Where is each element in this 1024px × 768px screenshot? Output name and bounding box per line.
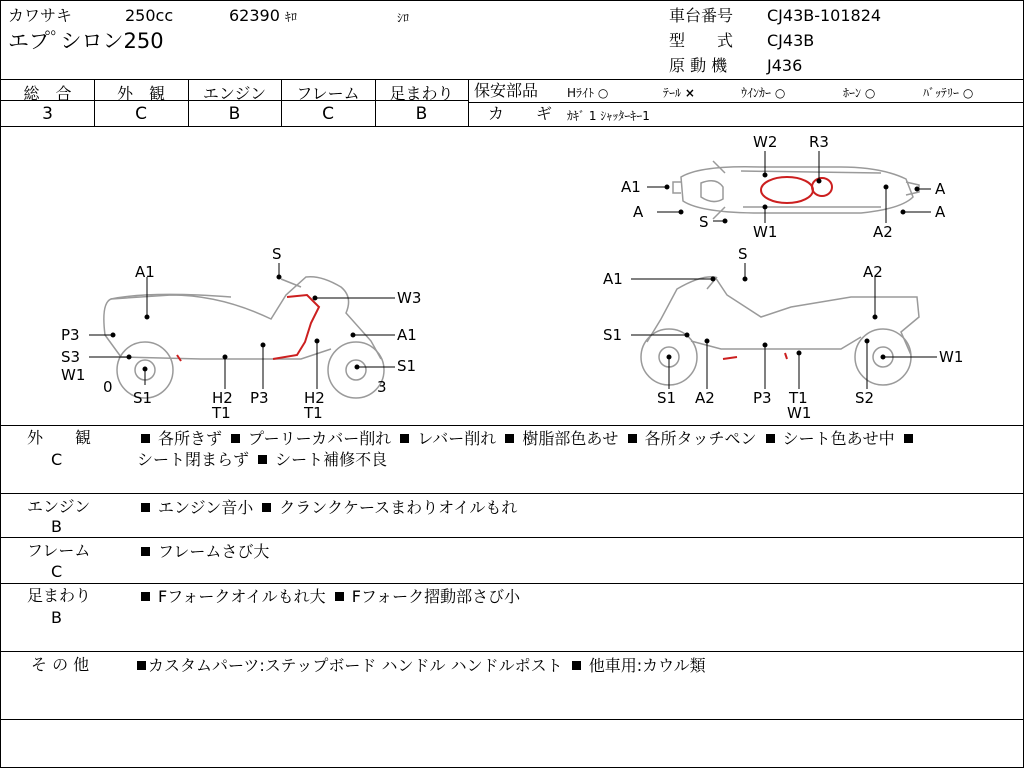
model-label: 型 式 xyxy=(669,31,734,50)
label-a1: A1 xyxy=(135,263,155,281)
chassis-label: 車台番号 xyxy=(669,6,734,25)
label-s: S xyxy=(272,245,282,263)
grade-suspension-value: B xyxy=(415,104,428,124)
grade-exterior-label: 外 観 xyxy=(116,84,165,103)
label-s1: S1 xyxy=(133,389,153,407)
label-a: A xyxy=(935,180,946,198)
top-view-leaders xyxy=(647,151,931,223)
remark-exterior-items: 各所きず プーリーカバー削れ レバー削れ 樹脂部色あせ 各所タッチペン シート色あせ中 シート閉まらず シート補修不良 xyxy=(137,428,1017,470)
label-a1: A1 xyxy=(603,270,623,288)
color: ｼﾛ xyxy=(397,11,410,25)
safety-tail: ﾃｰﾙ × xyxy=(663,86,695,100)
safety-headlight: Hﾗｲﾄ ○ xyxy=(567,86,609,100)
right-view-damage xyxy=(723,353,787,359)
label-s3: S3 xyxy=(61,348,81,366)
top-view-labels xyxy=(621,133,946,241)
label-w1: W1 xyxy=(753,223,778,241)
label-p3: P3 xyxy=(250,389,269,407)
divider xyxy=(1,493,1023,494)
label-a: A xyxy=(633,203,644,221)
divider xyxy=(468,79,469,126)
divider xyxy=(468,102,1023,103)
divider xyxy=(1,719,1023,720)
remark-frame-grade: C xyxy=(51,562,63,581)
safety-label: 保安部品 xyxy=(474,81,539,100)
divider xyxy=(1,425,1023,426)
chassis-value: CJ43B-101824 xyxy=(767,6,882,25)
remark-other-items: カスタムパーツ:ステップボード ハンドル ハンドルポスト 他車用:カウル類 xyxy=(137,655,1017,676)
engine-value: J436 xyxy=(767,56,803,75)
safety-battery: ﾊﾞｯﾃﾘｰ ○ xyxy=(923,86,974,100)
label-s1: S1 xyxy=(397,357,417,375)
remark-exterior-category: 外 観 xyxy=(27,428,92,447)
top-view-sketch xyxy=(673,161,919,219)
right-view-labels xyxy=(603,245,963,422)
divider xyxy=(1,583,1023,584)
damage-diagram xyxy=(1,127,1023,425)
label-s2: S2 xyxy=(855,389,875,407)
remark-other-category: そ の 他 xyxy=(31,655,90,674)
divider xyxy=(1,651,1023,652)
remark-engine-category: エンジン xyxy=(27,497,91,516)
left-view-damage xyxy=(177,295,319,361)
safety-horn: ﾎｰﾝ ○ xyxy=(843,86,876,100)
label-h2: H2 xyxy=(304,389,325,407)
divider xyxy=(1,79,1023,80)
label-a2: A2 xyxy=(873,223,893,241)
remark-frame-category: フレーム xyxy=(27,541,91,560)
grade-frame-value: C xyxy=(322,104,334,124)
label-s1: S1 xyxy=(603,326,623,344)
label-h2: H2 xyxy=(212,389,233,407)
safety-winker: ｳｲﾝｶｰ ○ xyxy=(741,86,786,100)
remark-frame-items: フレームさび大 xyxy=(137,541,1017,562)
label-a1: A1 xyxy=(621,178,641,196)
label-s: S xyxy=(699,213,709,231)
label-r3: R3 xyxy=(809,133,829,151)
grade-exterior-value: C xyxy=(135,104,147,124)
label-3: 3 xyxy=(377,378,387,396)
grade-overall-value: 3 xyxy=(42,104,53,124)
label-w2: W2 xyxy=(753,133,778,151)
remark-suspension-category: 足まわり xyxy=(27,586,92,605)
label-w3: W3 xyxy=(397,289,422,307)
label-p3: P3 xyxy=(753,389,772,407)
mileage: 62390 ｷﾛ xyxy=(229,6,298,25)
grade-engine-value: B xyxy=(228,104,241,124)
displacement: 250cc xyxy=(125,6,174,25)
label-p3: P3 xyxy=(61,326,80,344)
left-view-sketch xyxy=(104,277,384,398)
label-t1: T1 xyxy=(304,404,323,422)
label-t1: T1 xyxy=(212,404,231,422)
maker: カワサキ xyxy=(8,6,73,25)
grade-suspension-label: 足まわり xyxy=(389,84,454,103)
right-view-sketch xyxy=(641,277,919,385)
key-value: ｶｷﾞ 1 ｼｬｯﾀｰｷｰ1 xyxy=(567,109,650,123)
grade-engine-label: エンジン xyxy=(202,84,267,103)
label-s: S xyxy=(738,245,748,263)
remark-exterior-grade: C xyxy=(51,450,63,469)
engine-label: 原 動 機 xyxy=(669,56,728,75)
grade-overall-label: 総 合 xyxy=(23,84,72,103)
label-a2: A2 xyxy=(863,263,883,281)
grade-frame-label: フレーム xyxy=(296,84,360,103)
label-a2: A2 xyxy=(695,389,715,407)
remark-engine-grade: B xyxy=(51,517,62,536)
model-value: CJ43B xyxy=(767,31,815,50)
remark-suspension-grade: B xyxy=(51,608,62,627)
label-s1: S1 xyxy=(657,389,677,407)
key-label: カ ギ xyxy=(488,104,553,123)
label-w1: W1 xyxy=(939,348,964,366)
label-w1: W1 xyxy=(787,404,812,422)
remark-suspension-items: Fフォークオイルもれ大 Fフォーク摺動部さび小 xyxy=(137,586,1017,607)
label-0: 0 xyxy=(103,378,113,396)
label-t1: T1 xyxy=(789,389,808,407)
remark-engine-items: エンジン音小 クランクケースまわりオイルもれ xyxy=(137,497,1017,518)
label-w1: W1 xyxy=(61,366,86,384)
label-a: A xyxy=(935,203,946,221)
label-a1: A1 xyxy=(397,326,417,344)
divider xyxy=(1,537,1023,538)
model-name: エプﾟシロン250 xyxy=(8,29,164,53)
right-view-leaders xyxy=(631,263,937,389)
